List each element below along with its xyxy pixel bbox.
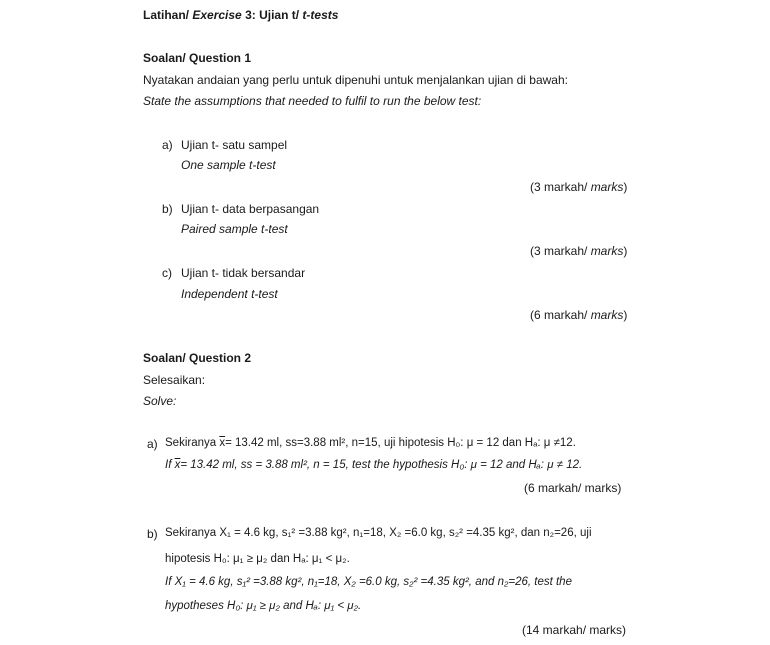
q2a-marks: (6 markah/ marks): [524, 481, 622, 495]
q1-item-marks: (6 markah/ marks): [530, 308, 628, 322]
q1-item-marks: (3 markah/ marks): [530, 244, 628, 258]
q2-heading: Soalan/ Question 2: [143, 351, 252, 365]
q1-item-en: Paired sample t-test: [181, 222, 288, 236]
x-bar-symbol: $\overline{x}$: [219, 437, 226, 449]
q2b-label: b): [147, 527, 158, 541]
q1-item-ms: Ujian t- tidak bersandar: [181, 266, 306, 280]
q2b-en-line2: hypotheses H₀: μ₁ ≥ μ₂ and Hₐ: μ₁ < μ₂.: [165, 600, 362, 612]
q2-instruction-ms: Selesaikan:: [143, 373, 206, 387]
q1-instruction-ms: Nyatakan andaian yang perlu untuk dipenuhi untuk menjalankan ujian di bawah:: [143, 73, 568, 87]
title-italic: Exercise: [192, 8, 242, 22]
q2a-en: If $\overline{x}= 13.42$ ml, ss = 3.88 ml², n = 15, test the hypothesis H₀: μ = 12 and Hₐ: μ ≠ 12.: [165, 459, 583, 471]
q1-item-en: Independent t-test: [181, 287, 278, 301]
title-italic-2: t-tests: [302, 8, 339, 22]
title-rest: 3: Ujian t/: [241, 8, 303, 22]
q1-item-label: c): [162, 266, 172, 280]
q1-item-en: One sample t-test: [181, 158, 276, 172]
q1-item-label: b): [162, 202, 173, 216]
q1-heading: Soalan/ Question 1: [143, 51, 252, 65]
q1-item-label: a): [162, 138, 173, 152]
title-prefix: Latihan/: [143, 8, 193, 22]
x-bar-symbol: $\overline{x}$: [174, 459, 181, 471]
q2b-marks: (14 markah/ marks): [522, 623, 627, 637]
q1-item-marks: (3 markah/ marks): [530, 180, 628, 194]
q2a-ms: Sekiranya $\overline{x}= 13.42$ ml, ss=3.88 ml², n=15, uji hipotesis H₀: μ = 12 dan Hₐ: μ ≠12.: [165, 437, 576, 449]
q2-instruction-en: Solve:: [143, 394, 177, 408]
q2b-en-line1: If X₁ = 4.6 kg, s₁² =3.88 kg², n₁=18, X₂ =6.0 kg, s₂² =4.35 kg², and n₂=26, test the: [165, 576, 572, 588]
q1-instruction-en: State the assumptions that needed to fulfil to run the below test:: [143, 94, 482, 108]
q1-item-ms: Ujian t- satu sampel: [181, 138, 288, 152]
q2a-label: a): [147, 437, 158, 451]
q2b-ms-line2: hipotesis H₀: μ₁ ≥ μ₂ dan Hₐ: μ₁ < μ₂.: [165, 553, 350, 565]
page-title: [143, 8, 338, 22]
q1-item-ms: Ujian t- data berpasangan: [181, 202, 320, 216]
q2b-ms-line1: Sekiranya X₁ = 4.6 kg, s₁² =3.88 kg², n₁=18, X₂ =6.0 kg, s₂² =4.35 kg², dan n₂=26, uji: [165, 527, 592, 539]
